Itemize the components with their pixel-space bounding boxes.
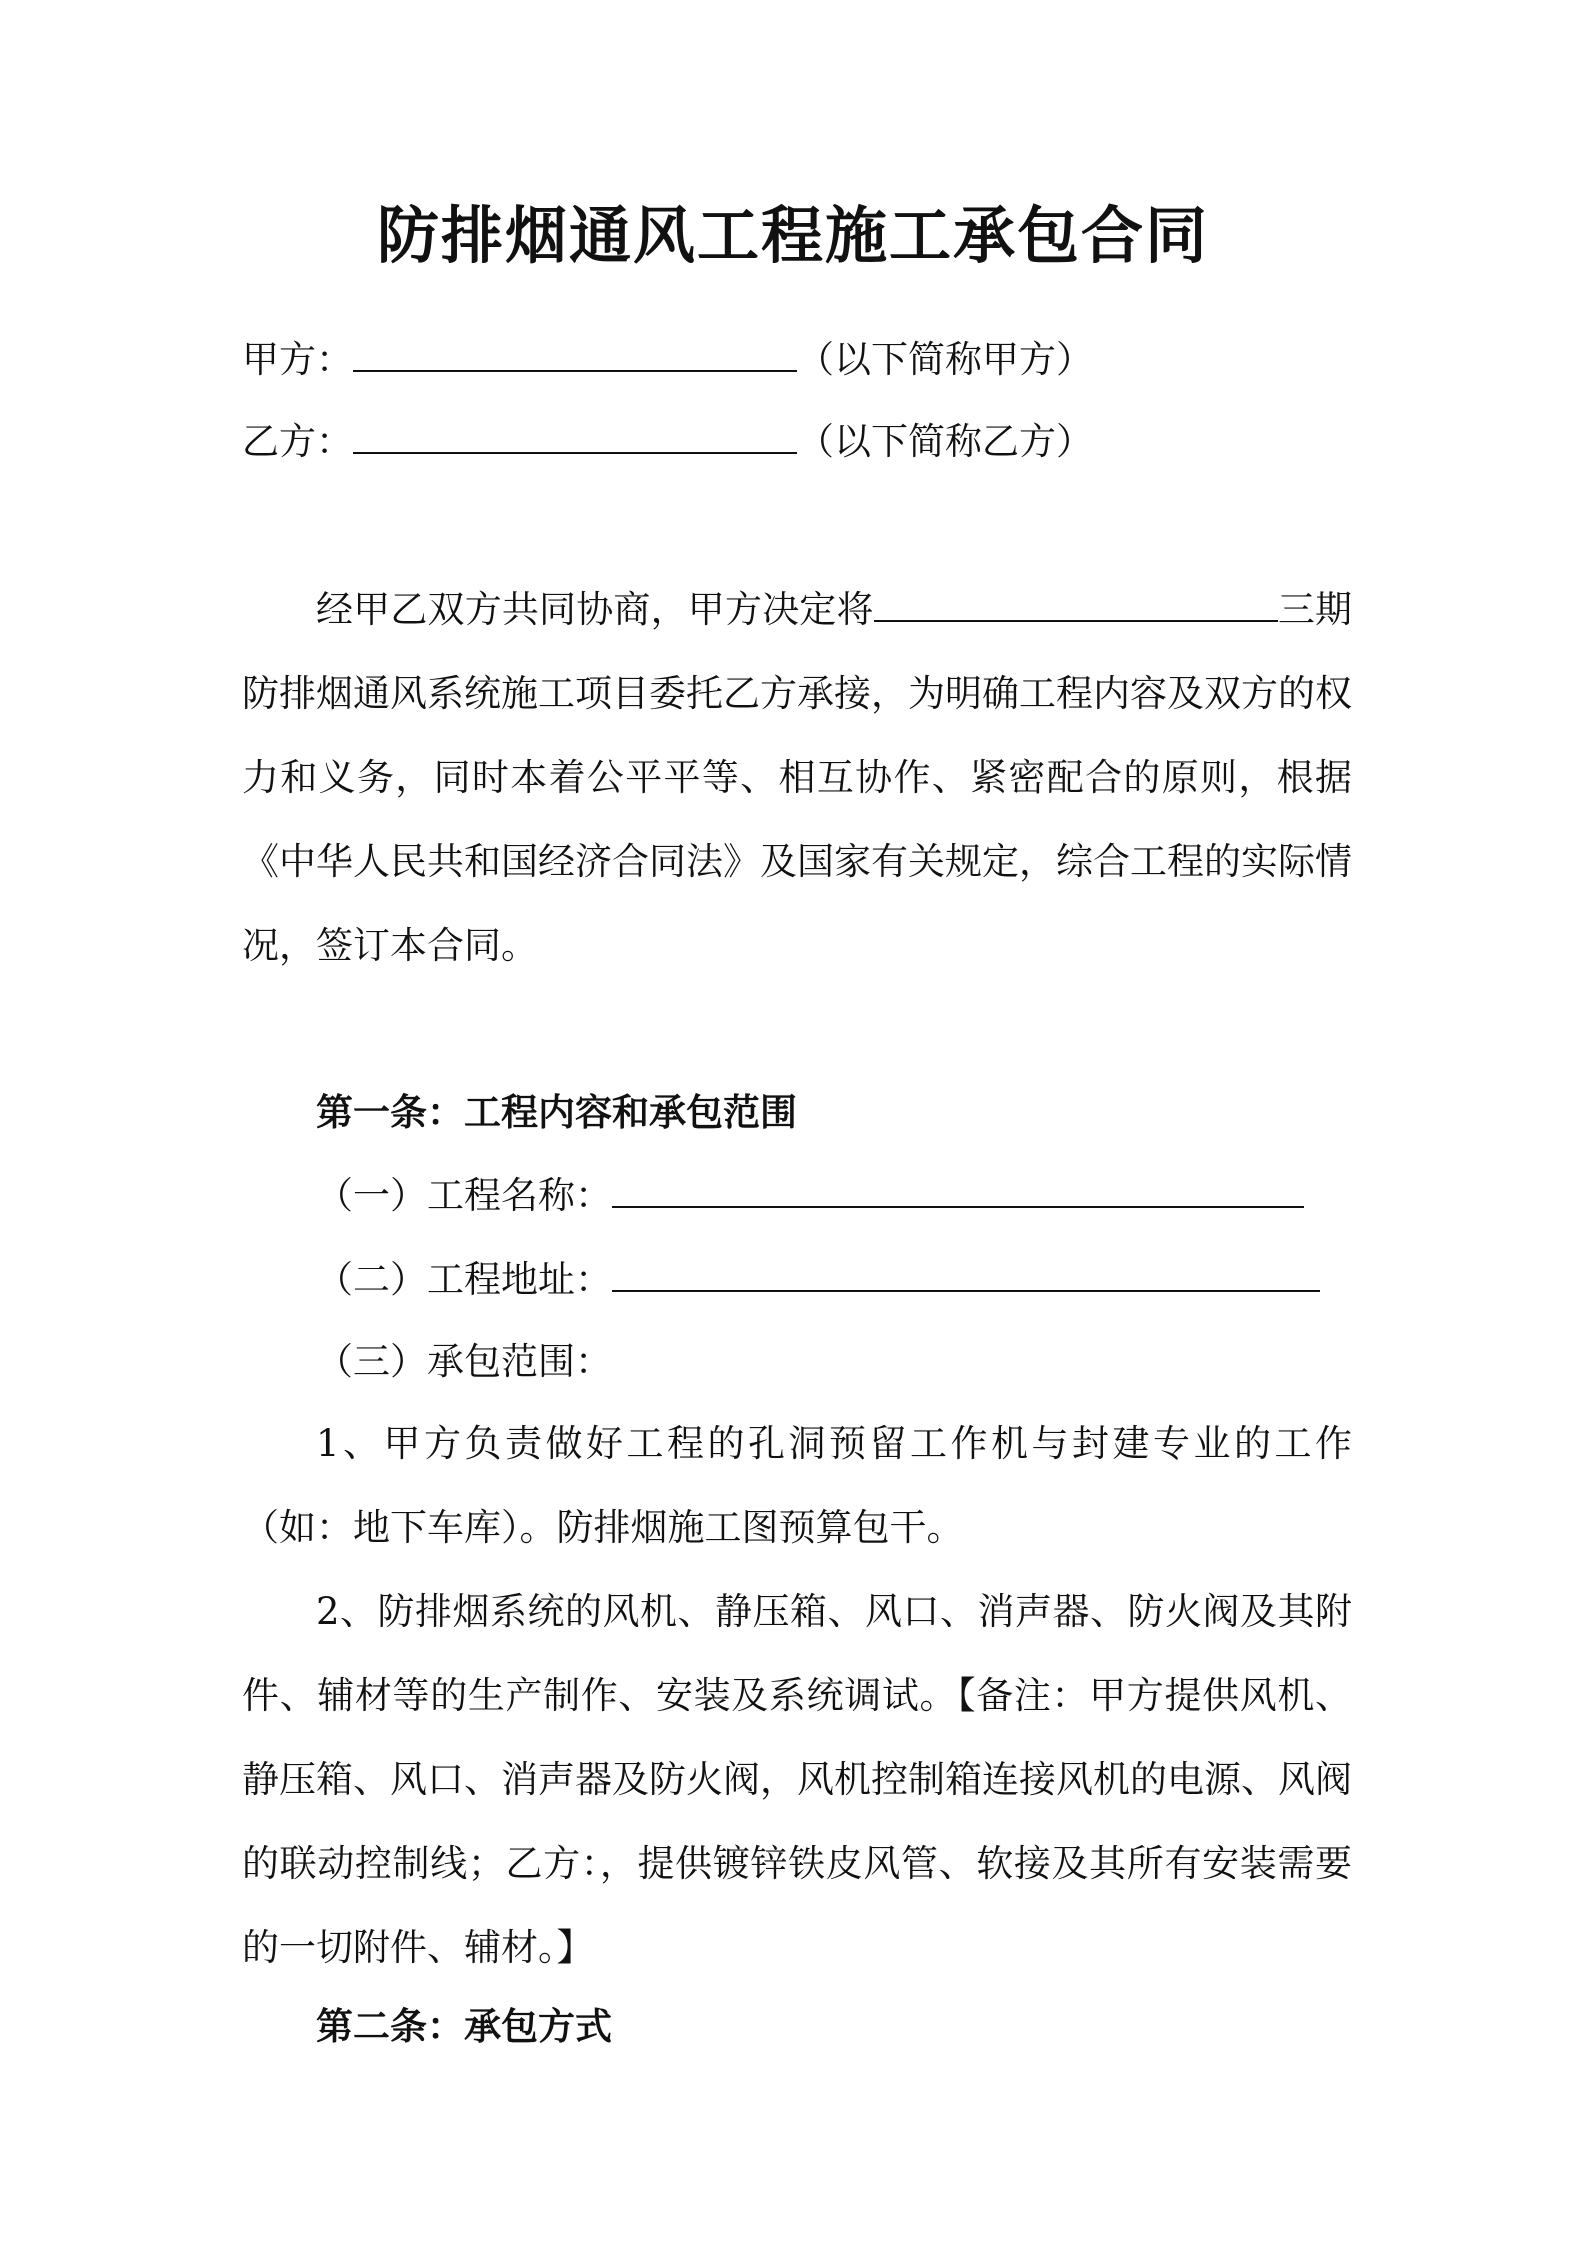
intro-after-blank: 三期 — [1277, 588, 1353, 631]
clause-2 — [242, 1570, 1352, 1990]
intro-rest: 防排烟通风系统施工项目委托乙方承接，为明确工程内容及双方的权力和义务，同时本着公平平等、相互协作、紧密配合的原则，根据《中华人民共和国经济合同法》及国家有关规定，综合工程的实际情况，签订本合同。 — [242, 672, 1352, 967]
party-a-line — [242, 332, 1093, 386]
project-name-blank — [612, 1168, 1304, 1208]
party-b-label: 乙方： — [242, 420, 353, 463]
clause-2-text: 2、防排烟系统的风机、静压箱、风口、消声器、防火阀及其附件、辅材等的生产制作、安装及系统调试。【备注：甲方提供风机、静压箱、风口、消声器及防火阀，风机控制箱连接风机的电源、风阀的联动控制线；乙方：，提供镀锌铁皮风管、软接及其所有安装需要的一切附件、辅材。】 — [242, 1590, 1352, 1969]
article-1-title: 第一条：工程内容和承包范围 — [316, 1090, 797, 1134]
clause-1 — [242, 1402, 1352, 1570]
intro-start: 经甲乙双方共同协商，甲方决定将 — [316, 588, 874, 631]
project-address-blank — [612, 1252, 1320, 1292]
project-blank — [874, 582, 1278, 622]
party-a-label: 甲方： — [242, 338, 353, 381]
item-scope-label: （三）承包范围： — [316, 1340, 612, 1383]
clause-1-text: 1、甲方负责做好工程的孔洞预留工作机与封建专业的工作（如：地下车库）。防排烟施工图预算包干。 — [242, 1422, 1352, 1549]
intro-paragraph — [242, 568, 1352, 988]
item-project-address — [316, 1252, 1320, 1306]
item-project-name-label: （一）工程名称： — [316, 1174, 612, 1217]
party-b-line — [242, 414, 1093, 468]
document-title: 防排烟通风工程施工承包合同 — [376, 199, 1209, 272]
article-2-title: 第二条：承包方式 — [316, 2004, 612, 2048]
item-project-address-label: （二）工程地址： — [316, 1258, 612, 1301]
party-b-suffix: （以下简称乙方） — [797, 420, 1093, 463]
party-a-suffix: （以下简称甲方） — [797, 338, 1093, 381]
item-project-name — [316, 1168, 1304, 1222]
party-b-blank — [353, 414, 797, 454]
party-a-blank — [353, 332, 797, 372]
